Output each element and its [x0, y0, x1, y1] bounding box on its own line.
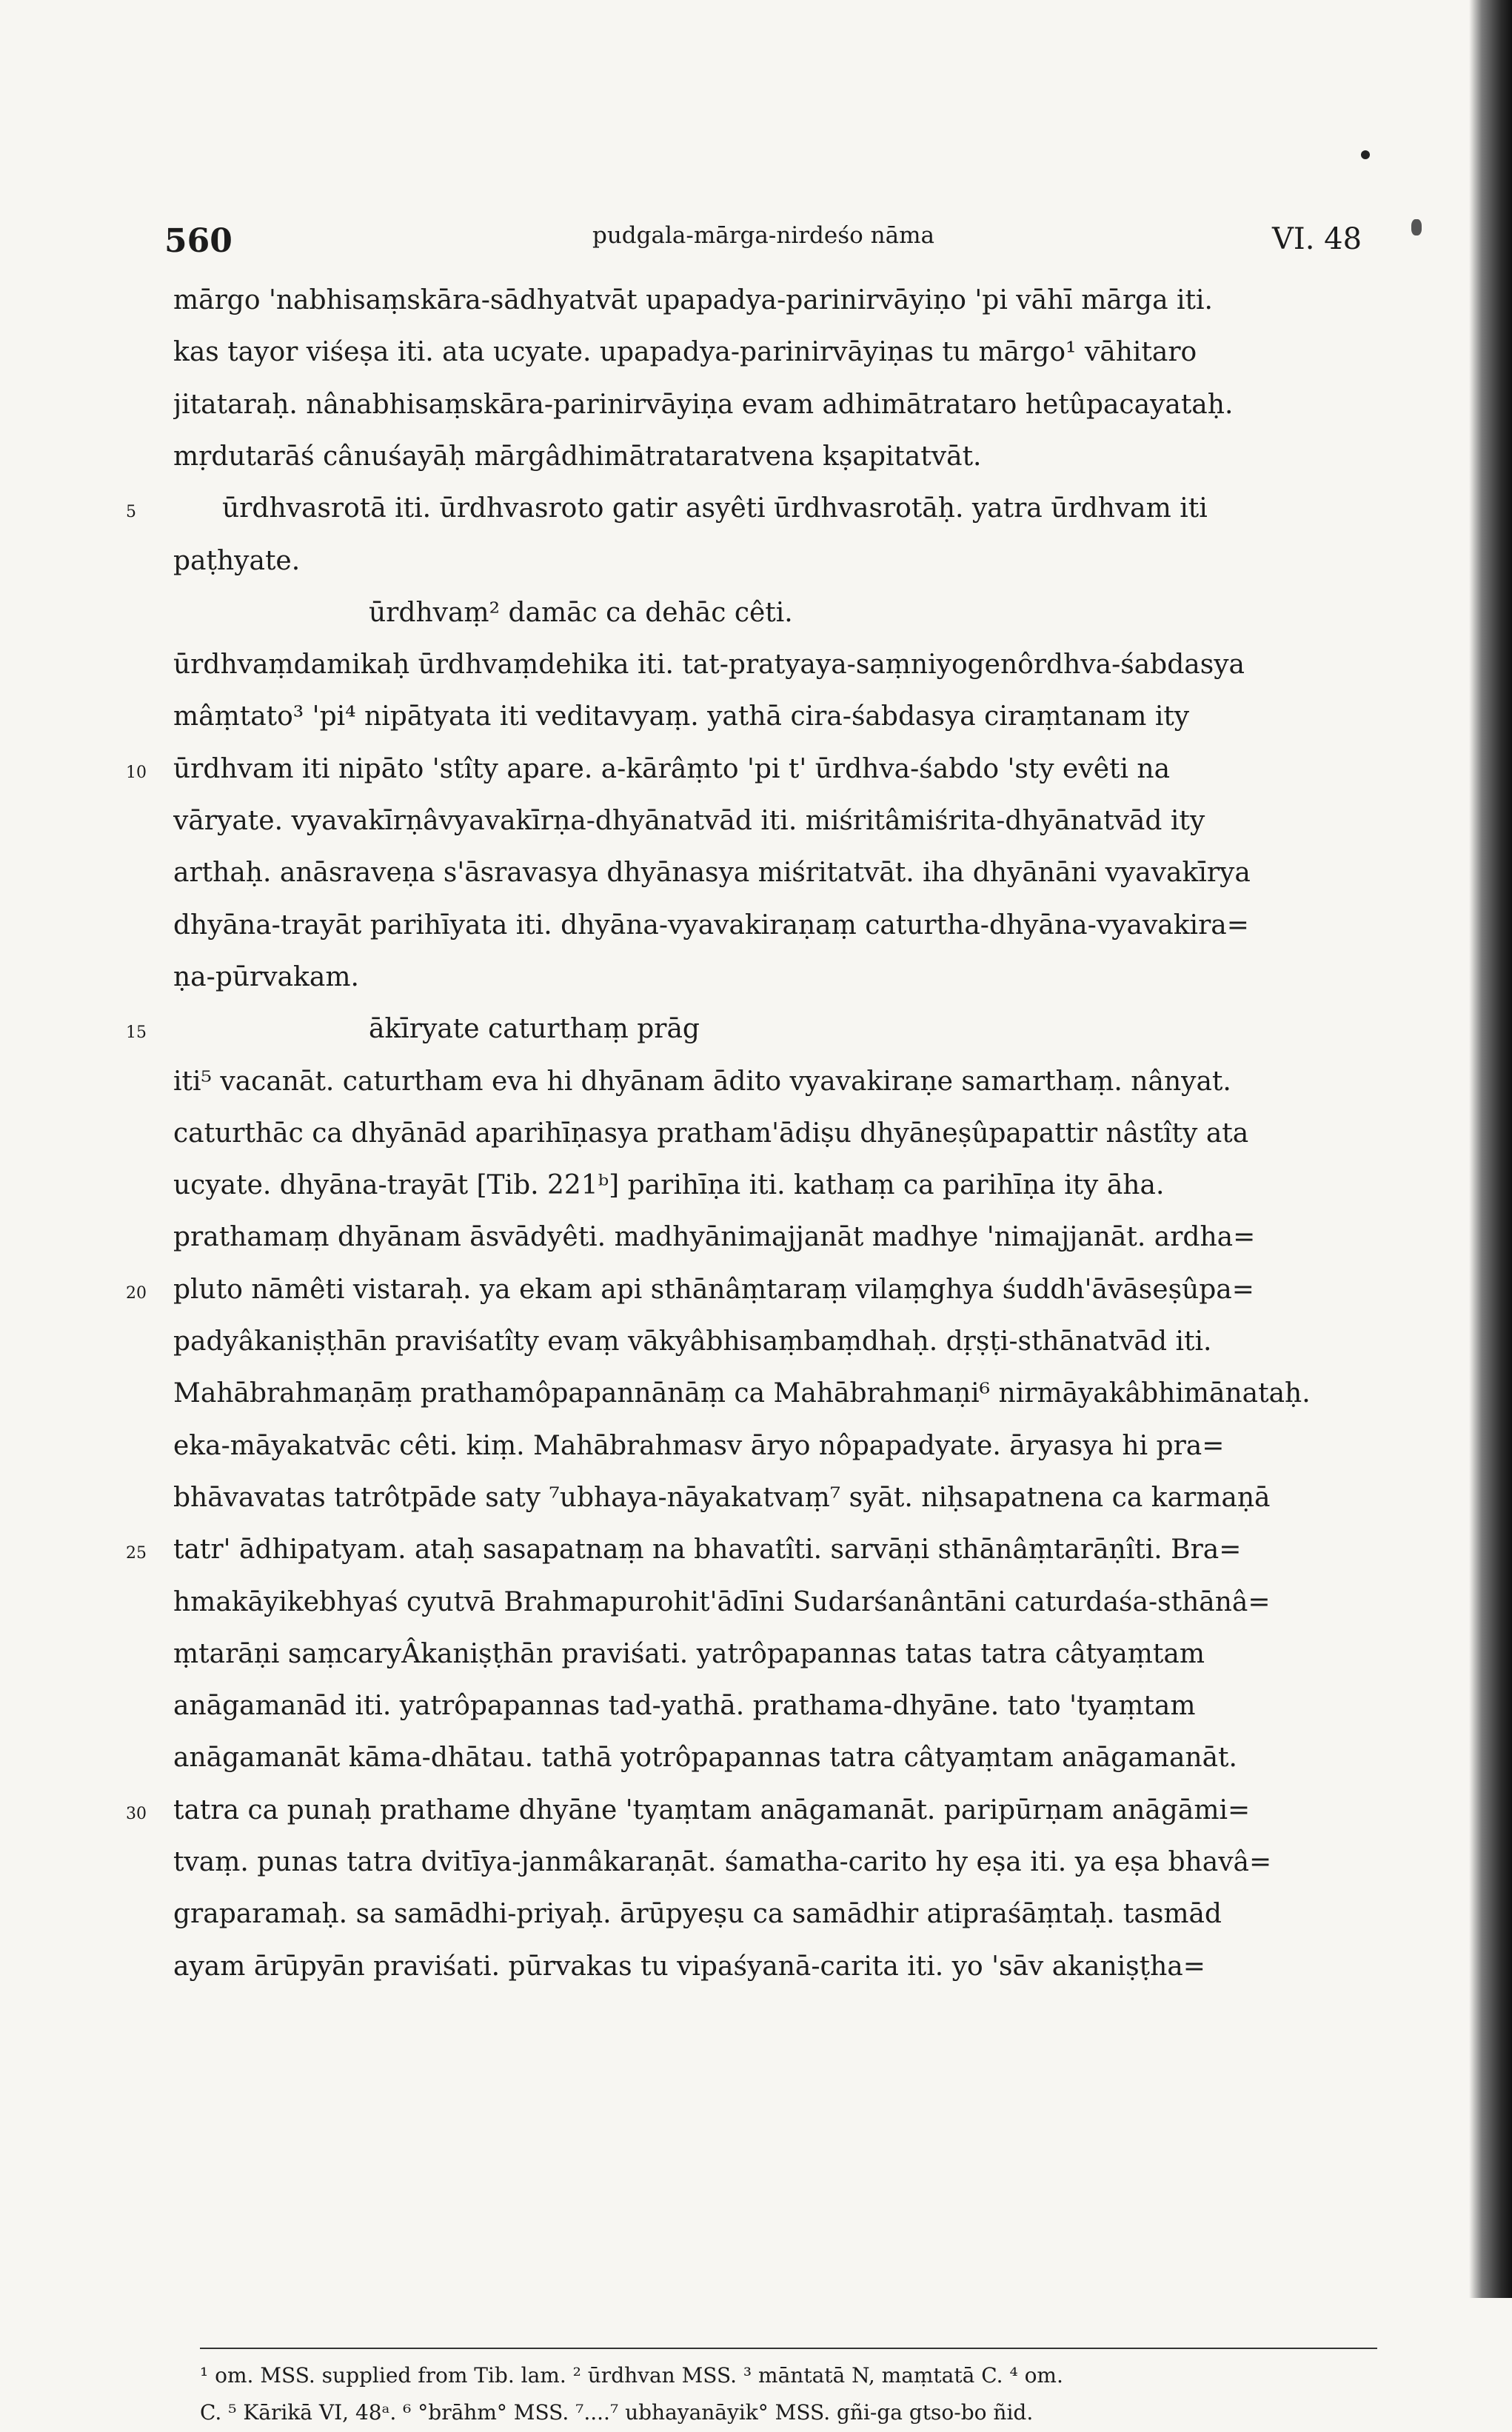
page-edge-shadow	[1469, 0, 1512, 2298]
text-line: ṇa-pūrvakam.	[173, 962, 359, 992]
text-line: ūrdhvaṃdamikaḥ ūrdhvaṃdehika iti. tat-pratyaya-saṃniyogenôrdhva-śabdasya	[173, 649, 1245, 680]
text-line: prathamaṃ dhyānam āsvādyêti. madhyānimajjanāt madhye 'nimajjanāt. ardha=	[173, 1222, 1256, 1252]
text-line: anāgamanāt kāma-dhātau. tathā yotrôpapannas tatra câtyaṃtam anāgamanāt.	[173, 1743, 1237, 1773]
text-line: mārgo 'nabhisaṃskāra-sādhyatvāt upapadya-parinirvāyiṇo 'pi vāhī mārga iti.	[173, 285, 1213, 315]
text-line: eka-māyakatvāc cêti. kiṃ. Mahābrahmasv āryo nôpapadyate. āryasya hi pra=	[173, 1431, 1225, 1461]
section-reference: VI. 48	[1272, 222, 1362, 256]
line-number: 5	[126, 503, 136, 521]
text-line: dhyāna-trayāt parihīyata iti. dhyāna-vyavakiraṇaṃ caturtha-dhyāna-vyavakira=	[173, 910, 1249, 941]
page-number: 560	[164, 222, 233, 260]
running-title: pudgala-mārga-nirdeśo nāma	[592, 222, 934, 249]
text-line: iti⁵ vacanāt. caturtham eva hi dhyānam ādito vyavakiraṇe samarthaṃ. nânyat.	[173, 1066, 1231, 1097]
text-line: mâṃtato³ 'pi⁴ nipātyata iti veditavyaṃ. yathā cira-śabdasya ciraṃtanam ity	[173, 701, 1190, 732]
line-number: 15	[126, 1023, 147, 1042]
text-line: ūrdhvam iti nipāto 'stîty apare. a-kārâṃto 'pi t' ūrdhva-śabdo 'sty evêti na	[173, 754, 1171, 784]
text-line: tatra ca punaḥ prathame dhyāne 'tyaṃtam anāgamanāt. paripūrṇam anāgāmi=	[173, 1795, 1251, 1825]
text-line: padyâkaniṣṭhān praviśatîty evaṃ vākyâbhisaṃbaṃdhaḥ. dṛṣṭi-sthānatvād iti.	[173, 1326, 1212, 1357]
text-line: caturthāc ca dhyānād aparihīṇasya pratham'ādiṣu dhyāneṣûpapattir nâstîty ata	[173, 1118, 1249, 1149]
footnote-line: ¹ om. MSS. supplied from Tib. lam. ² ūrdhvan MSS. ³ māntatā N, maṃtatā C. ⁴ om.	[200, 2363, 1063, 2388]
text-line: kas tayor viśeṣa iti. ata ucyate. upapadya-parinirvāyiṇas tu mārgo¹ vāhitaro	[173, 337, 1197, 367]
ink-smudge	[1411, 219, 1422, 235]
footnote-rule	[200, 2348, 1377, 2349]
line-number: 20	[126, 1284, 147, 1303]
text-line: Mahābrahmaṇāṃ prathamôpapannānāṃ ca Mahābrahmaṇi⁶ nirmāyakâbhimānataḥ.	[173, 1378, 1311, 1409]
text-line: ucyate. dhyāna-trayāt [Tib. 221ᵇ] parihīṇa iti. kathaṃ ca parihīṇa ity āha.	[173, 1170, 1165, 1200]
text-line: pluto nāmêti vistaraḥ. ya ekam api sthānâṃtaraṃ vilaṃghya śuddh'āvāseṣûpa=	[173, 1275, 1254, 1305]
text-line: hmakāyikebhyaś cyutvā Brahmapurohit'ādīni Sudarśanântāni caturdaśa-sthānâ=	[173, 1587, 1271, 1617]
line-number: 25	[126, 1544, 147, 1563]
text-line: ayam ārūpyān praviśati. pūrvakas tu vipaśyanā-carita iti. yo 'sāv akaniṣṭha=	[173, 1951, 1205, 1982]
text-line: mṛdutarāś cânuśayāḥ mārgâdhimātrataratvena kṣapitatvāt.	[173, 441, 982, 472]
text-line: jitataraḥ. nânabhisaṃskāra-parinirvāyiṇa evam adhimātrataro hetûpacayataḥ.	[173, 390, 1234, 420]
text-line: arthaḥ. anāsraveṇa s'āsravasya dhyānasya miśritatvāt. iha dhyānāni vyavakīrya	[173, 858, 1251, 888]
text-line: anāgamanād iti. yatrôpapannas tad-yathā. prathama-dhyāne. tato 'tyaṃtam	[173, 1691, 1196, 1721]
text-line: ūrdhvaṃ² damāc ca dehāc cêti.	[369, 598, 793, 628]
text-line: ṃtarāṇi saṃcaryÂkaniṣṭhān praviśati. yatrôpapannas tatas tatra câtyaṃtam	[173, 1639, 1205, 1669]
ink-dot	[1361, 150, 1370, 159]
text-line: paṭhyate.	[173, 546, 301, 576]
text-line: vāryate. vyavakīrṇâvyavakīrṇa-dhyānatvād iti. miśritâmiśrita-dhyānatvād ity	[173, 806, 1205, 836]
line-number: 30	[126, 1805, 147, 1823]
text-line: tatr' ādhipatyam. ataḥ sasapatnaṃ na bhavatîti. sarvāṇi sthānâṃtarāṇîti. Bra=	[173, 1534, 1242, 1565]
text-line: tvaṃ. punas tatra dvitīya-janmâkaraṇāt. śamatha-carito hy eṣa iti. ya eṣa bhavâ=	[173, 1847, 1272, 1877]
text-line: grаparamaḥ. sa samādhi-priyaḥ. ārūpyeṣu ca samādhir atipraśāṃtaḥ. tasmād	[173, 1899, 1222, 1929]
text-line: ūrdhvasrotā iti. ūrdhvasroto gatir asyêti ūrdhvasrotāḥ. yatra ūrdhvam iti	[222, 493, 1208, 524]
text-line: ākīryate caturthaṃ prāg	[369, 1014, 700, 1044]
text-line: bhāvavatas tatrôtpāde saty ⁷ubhaya-nāyakatvaṃ⁷ syāt. niḥsapatnena ca karmaṇā	[173, 1483, 1271, 1513]
footnote-line: C. ⁵ Kārikā VI, 48ᵃ. ⁶ °brāhm° MSS. ⁷....⁷ ubhayanāyik° MSS. gñi-ga gtso-bo ñid.	[200, 2400, 1034, 2425]
line-number: 10	[126, 764, 147, 782]
